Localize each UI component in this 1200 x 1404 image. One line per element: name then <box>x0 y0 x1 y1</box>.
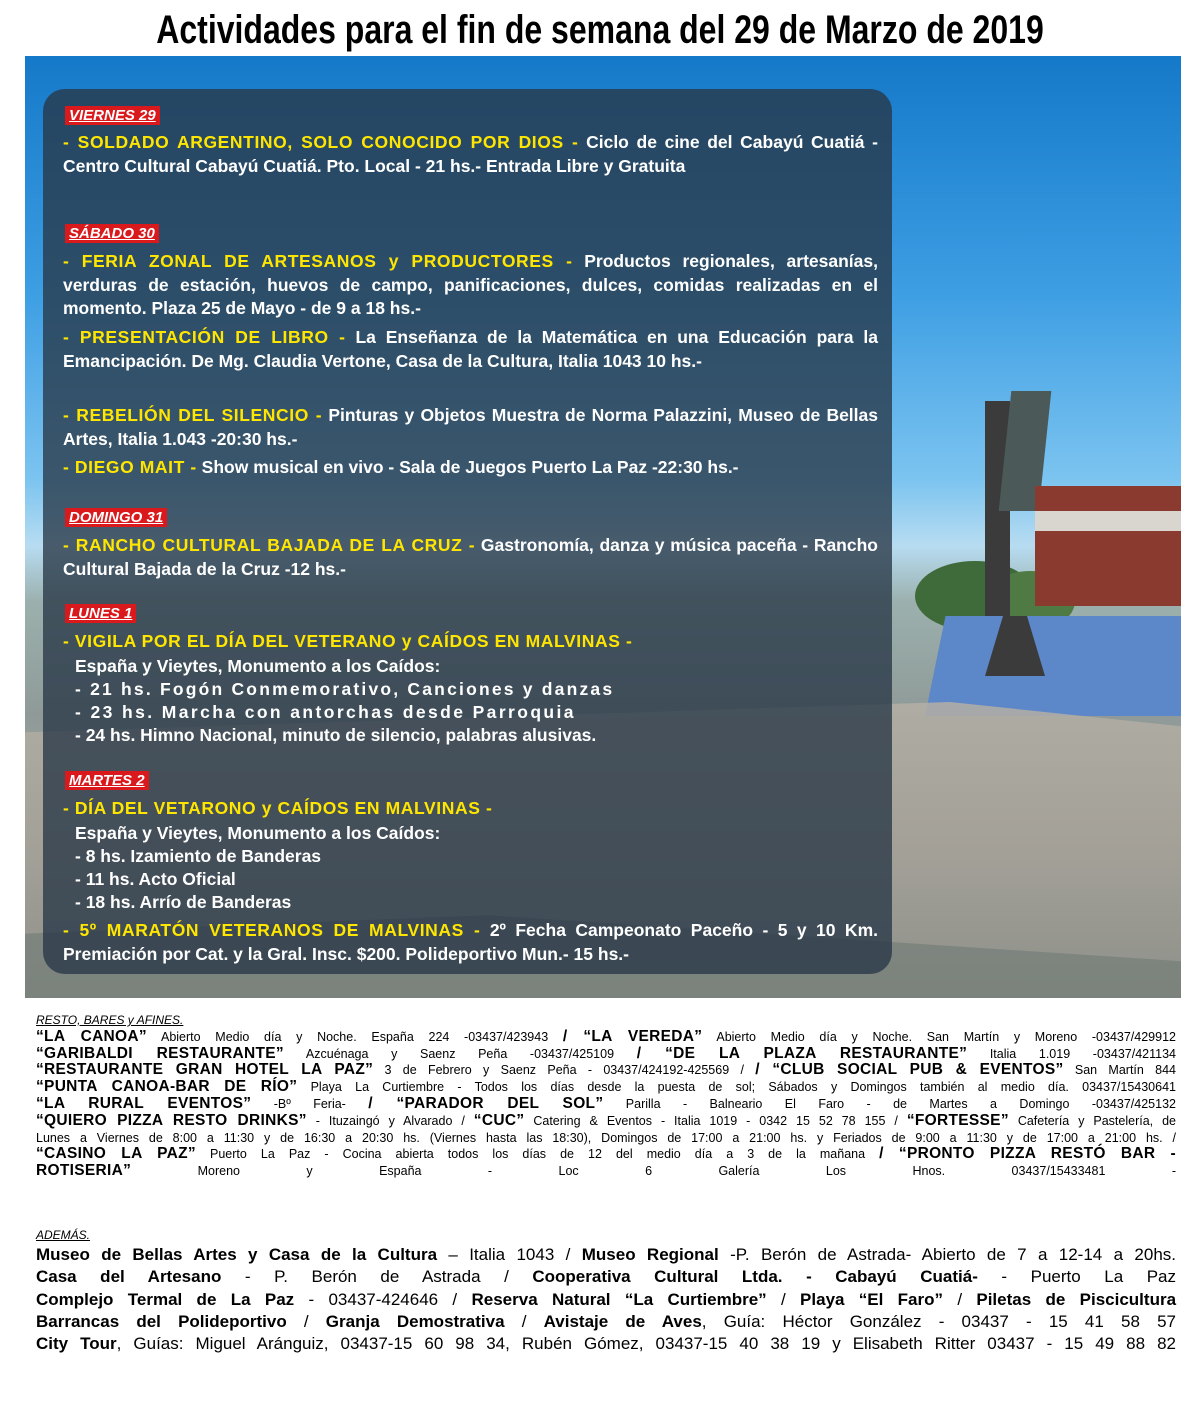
event-description: 2º Fecha Campeonato Paceño - 5 y 10 Km. Premiación por Cat. y la Gral. Insc. $200. Polideportivo Mun.- 15 hs.- <box>63 920 878 964</box>
resto-line <box>36 1079 1176 1096</box>
section-heading: RESTO, BARES y AFINES. <box>36 1013 184 1027</box>
event-title: - REBELIÓN DEL SILENCIO - <box>63 405 323 425</box>
venue-name: “GARIBALDI RESTAURANTE” <box>36 1044 284 1062</box>
venue-details: / <box>943 1289 977 1309</box>
event-detail-line: - 8 hs. Izamiento de Banderas <box>75 846 322 866</box>
resto-list <box>36 1029 1176 1180</box>
venue-name: “LA RURAL EVENTOS” <box>36 1094 252 1112</box>
venue-name: Casa del Artesano <box>36 1267 222 1287</box>
venue-name: “CUC” <box>473 1111 525 1129</box>
ademas-line <box>36 1289 1176 1311</box>
event-dia-veterano <box>63 797 878 821</box>
venue-details: 3 de Febrero y Saenz Peña - 03437/424192-425569 / <box>373 1063 756 1078</box>
venue-name: / “LA VEREDA” <box>562 1027 703 1045</box>
ademas-line <box>36 1311 1176 1333</box>
venue-name: / “DE LA PLAZA RESTAURANTE” <box>636 1044 968 1062</box>
event-feria <box>63 250 878 321</box>
venue-details: Azcuénaga y Saenz Peña -03437/425109 <box>283 1046 637 1061</box>
event-maraton <box>63 919 878 966</box>
venue-name: Avistaje de Aves <box>543 1311 702 1331</box>
event-libro <box>63 326 878 373</box>
events-panel <box>43 89 892 974</box>
venue-name: Barrancas del Polideportivo <box>36 1311 287 1331</box>
venue-name: Cooperativa Cultural Ltda. - Cabayú Cuatiá- <box>532 1267 978 1287</box>
event-rancho <box>63 534 878 581</box>
resto-line <box>36 1062 1176 1079</box>
venue-details: Abierto Medio día y Noche. San Martín y Moreno -03437/429912 <box>702 1029 1176 1044</box>
resto-line <box>36 1046 1176 1063</box>
venue-name: Museo de Bellas Artes y Casa de la Cultura <box>36 1245 438 1264</box>
resto-line <box>36 1163 1176 1180</box>
event-detail-line: España y Vieytes, Monumento a los Caídos: <box>75 656 441 676</box>
event-title: - FERIA ZONAL DE ARTESANOS y PRODUCTORES - <box>63 251 573 271</box>
event-diego <box>63 456 878 480</box>
ademas-line <box>36 1333 1176 1355</box>
event-description: La Enseñanza de la Matemática en una Educación para la Emancipación. De Mg. Claudia Vertone, Casa de la Cultura, Italia 1043 10 hs.- <box>63 327 878 371</box>
venue-details: Abierto Medio día y Noche. España 224 -03437/423943 <box>146 1029 563 1044</box>
venue-name: “PUNTA CANOA-BAR DE RÍO” <box>36 1078 298 1096</box>
event-title: - SOLDADO ARGENTINO, SOLO CONOCIDO POR DIOS - <box>63 132 579 152</box>
venue-details: San Martín 844 <box>1063 1063 1177 1078</box>
event-description: Gastronomía, danza y música paceña - Rancho Cultural Bajada de la Cruz -12 hs.- <box>63 535 878 579</box>
day-label-viernes: VIERNES 29 <box>65 106 160 125</box>
event-title: - PRESENTACIÓN DE LIBRO - <box>63 327 346 347</box>
venue-name: City Tour <box>36 1334 117 1354</box>
venue-details: / <box>766 1289 801 1309</box>
event-title: - RANCHO CULTURAL BAJADA DE LA CRUZ - <box>63 535 476 555</box>
venue-details: Catering & Eventos - Italia 1019 - 0342 15 52 78 155 / <box>524 1113 907 1128</box>
venue-details: -P. Berón de Astrada- Abierto de 7 a 12-14 a 20hs. <box>718 1245 1176 1264</box>
resto-line <box>36 1096 1176 1113</box>
event-title: - DIEGO MAIT - <box>63 457 197 477</box>
venue-name: Granja Demostrativa <box>325 1311 505 1331</box>
venue-name: “LA CANOA” <box>36 1027 147 1045</box>
venue-details: Parilla - Balneario El Faro - de Martes a Domingo -03437/425132 <box>603 1096 1176 1111</box>
venue-name: ROTISERIA” <box>36 1162 132 1180</box>
venue-details: Cafetería y Pastelería, de <box>1008 1113 1176 1128</box>
venue-details: -Bº Feria- <box>251 1096 369 1111</box>
venue-name: / “CLUB SOCIAL PUB & EVENTOS” <box>755 1061 1064 1079</box>
section-heading: ADEMÁS. <box>36 1228 91 1242</box>
resto-section <box>36 1012 1176 1180</box>
resto-line <box>36 1029 1176 1046</box>
day-label-domingo: DOMINGO 31 <box>65 508 167 527</box>
event-description: Show musical en vivo - Sala de Juegos Puerto La Paz -22:30 hs.- <box>196 457 739 477</box>
ademas-line <box>36 1266 1176 1288</box>
event-soldado <box>63 131 878 178</box>
event-detail-line: - 24 hs. Himno Nacional, minuto de silencio, palabras alusivas. <box>75 725 597 745</box>
venue-details: - Puerto La Paz <box>977 1267 1176 1287</box>
venue-details: - 03437-424646 / <box>294 1289 472 1309</box>
venue-name: / “PRONTO PIZZA RESTÓ BAR - <box>879 1145 1176 1163</box>
event-title: - 5º MARATÓN VETERANOS DE MALVINAS - <box>63 920 481 940</box>
event-detail-line: - 23 hs. Marcha con antorchas desde Parroquia <box>75 702 576 722</box>
venue-name: Museo Regional <box>581 1245 719 1264</box>
venue-details: Italia 1.019 -03437/421134 <box>967 1046 1176 1061</box>
event-description: Productos regionales, artesanías, verduras de estación, huevos de campo, panificaciones, dulces, comidas realizadas en el momento. Plaza 25 de Mayo - de 9 a 18 hs.- <box>63 251 878 318</box>
day-label-martes: MARTES 2 <box>65 771 149 790</box>
event-detail-line: - 21 hs. Fogón Conmemorativo, Canciones y danzas <box>75 679 615 699</box>
event-description: Pinturas y Objetos Muestra de Norma Palazzini, Museo de Bellas Artes, Italia 1.043 -20:30 hs.- <box>63 405 878 449</box>
venue-name: Reserva Natural “La Curtiembre” <box>471 1289 767 1309</box>
event-vigila <box>63 630 878 654</box>
venue-details: / <box>504 1311 544 1331</box>
event-detail-line: España y Vieytes, Monumento a los Caídos: <box>75 823 441 843</box>
venue-details: Moreno y España - Loc 6 Galería Los Hnos. 03437/15433481 - <box>131 1164 1176 1179</box>
venue-details: Lunes a Viernes de 8:00 a 11:30 y de 16:30 a 20:30 hs. (Viernes hasta las 18:30), Domingos de 17:00 a 21:00 hs. y Feriados de 9:00 a 11:30 y de 17:00 a 21:00 hs. / <box>36 1130 1176 1145</box>
venue-name: “RESTAURANTE GRAN HOTEL LA PAZ” <box>36 1061 374 1079</box>
venue-name: Complejo Termal de La Paz <box>36 1289 295 1309</box>
venue-name: “FORTESSE” <box>906 1111 1009 1129</box>
venue-name: “CASINO LA PAZ” <box>36 1145 196 1163</box>
venue-details: , Guías: Miguel Aránguiz, 03437-15 60 98 34, Rubén Gómez, 03437-15 40 38 19 y Elisabeth Ritter 03437 - 15 49 88 82 <box>116 1334 1176 1354</box>
venue-details: - P. Berón de Astrada / <box>221 1267 533 1287</box>
venue-name: Playa “El Faro” <box>800 1289 944 1309</box>
ademas-list <box>36 1244 1176 1355</box>
event-description: Ciclo de cine del Cabayú Cuatiá - Centro Cultural Cabayú Cuatiá. Pto. Local - 21 hs.- Entrada Libre y Gratuita <box>63 132 878 176</box>
page-title: Actividades para el fin de semana del 29 de Marzo de 2019 <box>156 8 1044 52</box>
event-title: - VIGILA POR EL DÍA DEL VETERANO y CAÍDOS EN MALVINAS - <box>63 631 633 651</box>
venue-name: / “PARADOR DEL SOL” <box>368 1094 604 1112</box>
venue-details: / <box>286 1311 326 1331</box>
resto-line <box>36 1130 1176 1147</box>
resto-line <box>36 1146 1176 1163</box>
resto-line <box>36 1113 1176 1130</box>
venue-name: Piletas de Piscicultura <box>976 1289 1177 1309</box>
venue-details: Puerto La Paz - Cocina abierta todos los días de 12 del medio día a 3 de la mañana <box>195 1147 880 1162</box>
event-title: - DÍA DEL VETARONO y CAÍDOS EN MALVINAS - <box>63 798 493 818</box>
event-detail-line: - 18 hs. Arrío de Banderas <box>75 892 292 912</box>
day-label-sabado: SÁBADO 30 <box>65 224 159 243</box>
venue-details: Playa La Curtiembre - Todos los días desde la puesta de sol; Sábados y Domingos también al medio día. 03437/15430641 <box>297 1080 1176 1095</box>
venue-details: – Italia 1043 / <box>437 1245 582 1264</box>
ademas-section <box>36 1226 1176 1355</box>
venue-details: - Ituzaingó y Alvarado / <box>306 1113 474 1128</box>
day-label-lunes: LUNES 1 <box>65 604 136 623</box>
ademas-line <box>36 1244 1176 1266</box>
venue-details: , Guía: Héctor González - 03437 - 15 41 58 57 <box>701 1311 1177 1331</box>
event-rebelion <box>63 404 878 451</box>
venue-name: “QUIERO PIZZA RESTO DRINKS” <box>36 1111 307 1129</box>
event-detail-line: - 11 hs. Acto Oficial <box>75 869 236 889</box>
